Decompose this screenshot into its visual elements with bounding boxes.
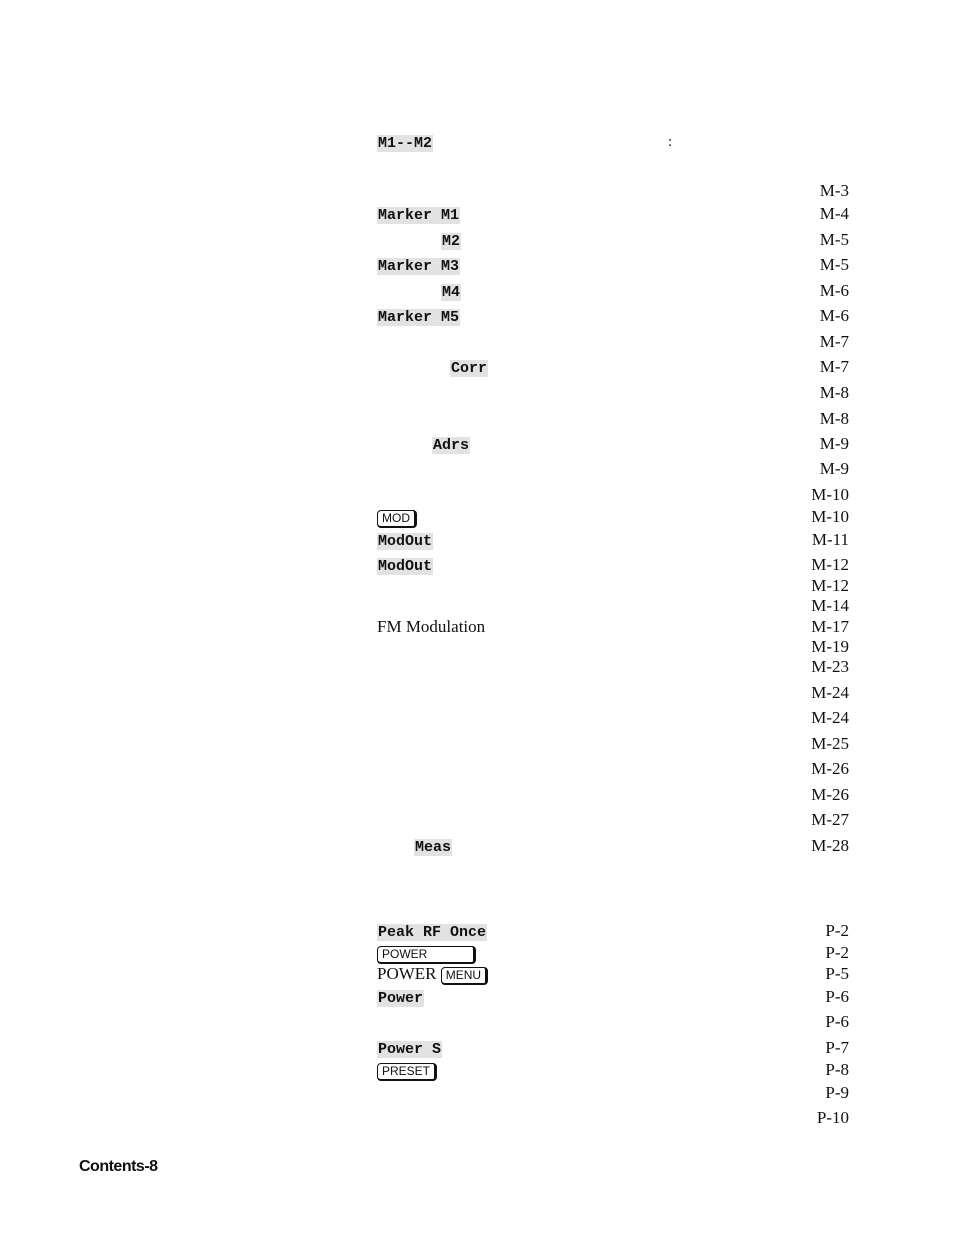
entry-page: M-12 xyxy=(811,555,849,574)
toc-entry xyxy=(0,809,954,831)
entry-page: M-10 xyxy=(811,485,849,504)
entry-page: P-9 xyxy=(825,1083,849,1102)
entry-label: Power S xyxy=(378,1041,442,1058)
entry-page: M-9 xyxy=(819,459,849,478)
entry-page: M-8 xyxy=(819,409,849,428)
entry-label: POWER xyxy=(377,964,437,983)
toc-entry xyxy=(0,408,954,430)
entry-page: M-12 xyxy=(811,576,849,595)
entry-label: Adrs xyxy=(433,437,470,454)
toc-entry xyxy=(0,616,954,638)
power-key: POWER xyxy=(377,946,476,964)
entry-page: M-7 xyxy=(819,357,849,376)
toc-entry xyxy=(0,280,954,302)
entry-page: P-10 xyxy=(816,1108,849,1127)
entry-page: M-8 xyxy=(819,383,849,402)
entry-page: M-5 xyxy=(819,230,849,249)
entry-label: Marker M1 xyxy=(378,207,460,224)
entry-page: M-4 xyxy=(819,204,849,223)
entry-label: M4 xyxy=(442,284,461,301)
toc-entry xyxy=(0,554,954,576)
toc-entry xyxy=(0,1082,954,1104)
toc-entry xyxy=(0,963,954,985)
entry-label: FM Modulation xyxy=(377,617,486,636)
entry-page: M-26 xyxy=(811,785,849,804)
entry-page: P-2 xyxy=(825,921,849,940)
entry-page: M-14 xyxy=(811,596,849,615)
entry-page: M-28 xyxy=(811,836,849,855)
toc-entry xyxy=(0,254,954,276)
toc-entry xyxy=(0,180,954,202)
toc-entry xyxy=(0,595,954,617)
entry-page: P-8 xyxy=(825,1060,849,1079)
page-footer: Contents-8 xyxy=(79,1158,158,1175)
entry-page: M-27 xyxy=(811,810,849,829)
entry-label: M2 xyxy=(442,233,461,250)
toc-entry xyxy=(0,920,954,942)
entry-page: M-19 xyxy=(811,637,849,656)
toc-entry xyxy=(0,1059,954,1081)
entry-page: P-7 xyxy=(825,1038,849,1057)
entry-page: M-24 xyxy=(811,683,849,702)
entry-page: M-23 xyxy=(811,657,849,676)
entry-page: M-6 xyxy=(819,281,849,300)
entry-page: P-6 xyxy=(825,1012,849,1031)
entry-label: Peak RF Once xyxy=(378,924,487,941)
entry-page: M-24 xyxy=(811,708,849,727)
entry-page: M-11 xyxy=(811,530,849,549)
entry-page: P-6 xyxy=(825,987,849,1006)
entry-page: P-5 xyxy=(825,964,849,983)
toc-entry xyxy=(0,203,954,225)
mod-key: MOD xyxy=(377,510,417,528)
toc-entry xyxy=(0,356,954,378)
toc-entry xyxy=(0,433,954,455)
entry-label: Power xyxy=(378,990,424,1007)
toc-entry xyxy=(0,758,954,780)
toc-entry xyxy=(0,636,954,658)
entry-label: Marker M3 xyxy=(378,258,460,275)
toc-entry xyxy=(0,331,954,353)
toc-entry xyxy=(0,575,954,597)
toc-entry xyxy=(0,707,954,729)
toc-entry xyxy=(0,305,954,327)
toc-entry xyxy=(0,458,954,480)
toc-entry xyxy=(0,656,954,678)
entry-page: P-2 xyxy=(825,943,849,962)
toc-entry xyxy=(0,229,954,251)
entry-page: M-3 xyxy=(819,181,849,200)
toc-entry xyxy=(0,1107,954,1129)
entry-page: M-6 xyxy=(819,306,849,325)
entry-label: ModOut xyxy=(378,558,433,575)
entry-label: Meas xyxy=(415,839,452,856)
entry-label: Corr xyxy=(451,360,488,377)
entry-page: M-26 xyxy=(811,759,849,778)
entry-page: M-7 xyxy=(819,332,849,351)
toc-entry xyxy=(0,529,954,551)
toc-entry xyxy=(0,131,954,153)
toc-entry xyxy=(0,835,954,857)
toc-entry xyxy=(0,986,954,1008)
toc-entry xyxy=(0,1011,954,1033)
toc-entry xyxy=(0,484,954,506)
toc-entry xyxy=(0,784,954,806)
toc-entry xyxy=(0,942,954,964)
menu-key: MENU xyxy=(441,967,488,985)
entry-label: M1--M2 xyxy=(378,135,433,152)
toc-entry xyxy=(0,1037,954,1059)
toc-entry xyxy=(0,382,954,404)
preset-key: PRESET xyxy=(377,1063,437,1081)
entry-page: M-10 xyxy=(811,507,849,526)
entry-page: M-5 xyxy=(819,255,849,274)
toc-entry xyxy=(0,506,954,528)
entry-label: Marker M5 xyxy=(378,309,460,326)
entry-page: M-25 xyxy=(811,734,849,753)
entry-page: M-9 xyxy=(819,434,849,453)
toc-entry xyxy=(0,682,954,704)
entry-page: M-17 xyxy=(811,617,849,636)
entry-label: ModOut xyxy=(378,533,433,550)
toc-entry xyxy=(0,733,954,755)
entry-mark: : xyxy=(668,134,673,150)
